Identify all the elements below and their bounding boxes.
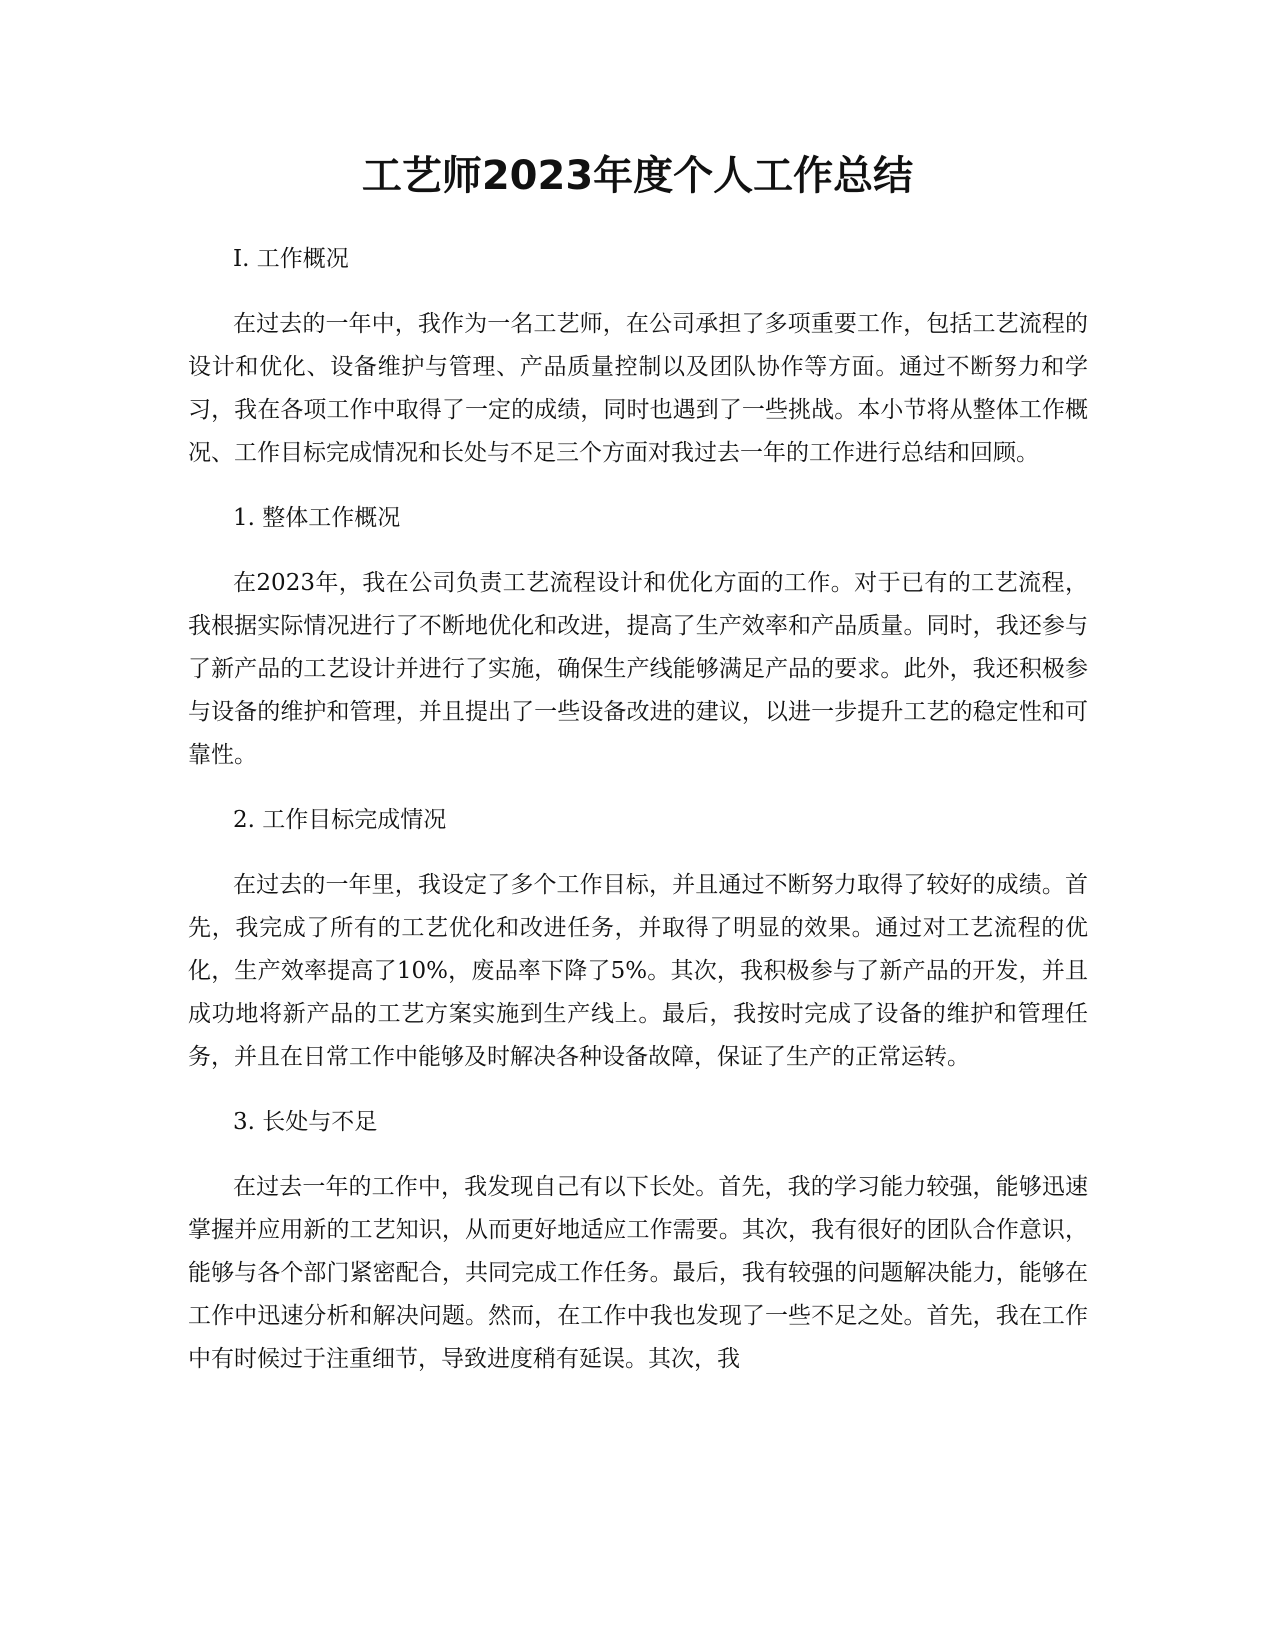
- paragraph-goal-completion: 在过去的一年里，我设定了多个工作目标，并且通过不断努力取得了较好的成绩。首先，我完成了所有的工艺优化和改进任务，并取得了明显的效果。通过对工艺流程的优化，生产效率提高了10%，废品率下降了5%。其次，我积极参与了新产品的开发，并且成功地将新产品的工艺方案实施到生产线上。最后，我按时完成了设备的维护和管理任务，并且在日常工作中能够及时解决各种设备故障，保证了生产的正常运转。: [188, 872, 1088, 1070]
- document-title: 工艺师2023年度个人工作总结: [361, 153, 914, 199]
- section-heading-strengths-weaknesses: 3. 长处与不足: [233, 1109, 378, 1135]
- paragraph-overall-work: 在2023年，我在公司负责工艺流程设计和优化方面的工作。对于已有的工艺流程，我根据实际情况进行了不断地优化和改进，提高了生产效率和产品质量。同时，我还参与了新产品的工艺设计并进行了实施，确保生产线能够满足产品的要求。此外，我还积极参与设备的维护和管理，并且提出了一些设备改进的建议，以进一步提升工艺的稳定性和可靠性。: [188, 570, 1088, 768]
- section-heading-overall-work: 1. 整体工作概况: [233, 505, 401, 531]
- section-heading-goal-completion: 2. 工作目标完成情况: [233, 807, 447, 833]
- paragraph-strengths-weaknesses: 在过去一年的工作中，我发现自己有以下长处。首先，我的学习能力较强，能够迅速掌握并应用新的工艺知识，从而更好地适应工作需要。其次，我有很好的团队合作意识，能够与各个部门紧密配合，共同完成工作任务。最后，我有较强的问题解决能力，能够在工作中迅速分析和解决问题。然而，在工作中我也发现了一些不足之处。首先，我在工作中有时候过于注重细节，导致进度稍有延误。其次，我: [188, 1174, 1088, 1372]
- document-body: [188, 238, 1088, 1403]
- section-heading-overview: I. 工作概况: [233, 246, 349, 272]
- paragraph-overview-intro: 在过去的一年中，我作为一名工艺师，在公司承担了多项重要工作，包括工艺流程的设计和优化、设备维护与管理、产品质量控制以及团队协作等方面。通过不断努力和学习，我在各项工作中取得了一定的成绩，同时也遇到了一些挑战。本小节将从整体工作概况、工作目标完成情况和长处与不足三个方面对我过去一年的工作进行总结和回顾。: [188, 311, 1088, 466]
